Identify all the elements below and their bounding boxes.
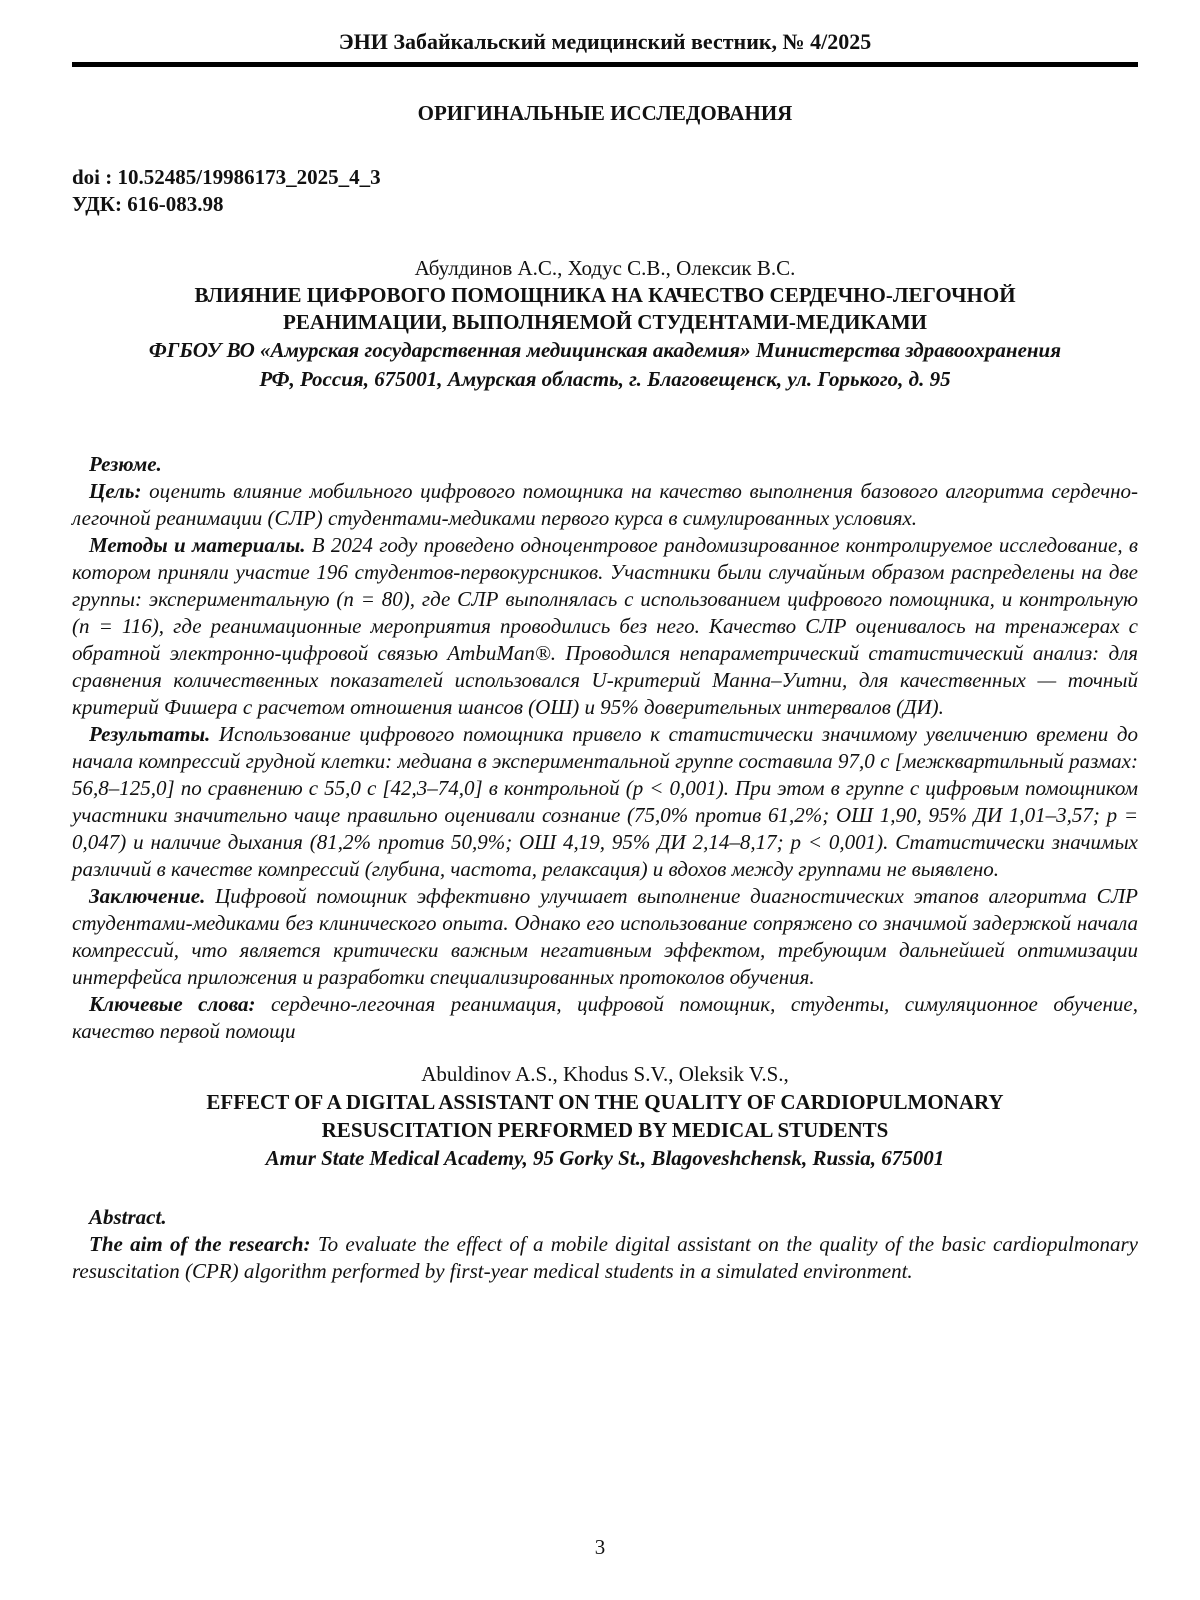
methods-paragraph [72, 532, 1138, 721]
affiliation-ru-line-1: ФГБОУ ВО «Амурская государственная медицинская академия» Министерства здравоохранения [148, 338, 1062, 362]
aim-text: оценить влияние мобильного цифрового помощника на качество выполнения базового алгоритма сердечно-легочной реанимации (СЛР) студентами-медиками первого курса в симулированных условиях. [72, 479, 1138, 530]
title-ru-line-2: РЕАНИМАЦИИ, ВЫПОЛНЯЕМОЙ СТУДЕНТАМИ-МЕДИКАМИ [283, 310, 927, 334]
abstract-ru [72, 451, 1138, 1045]
aim-paragraph [72, 478, 1138, 532]
abstract-en [72, 1204, 1138, 1285]
title-ru-line-1: ВЛИЯНИЕ ЦИФРОВОГО ПОМОЩНИКА НА КАЧЕСТВО СЕРДЕЧНО-ЛЕГОЧНОЙ [194, 283, 1016, 307]
affiliation-ru [72, 336, 1138, 394]
title-en-line-2: RESUSCITATION PERFORMED BY MEDICAL STUDENTS [321, 1118, 889, 1142]
article-title-en [72, 1088, 1138, 1144]
abstract-label: Abstract. [89, 1205, 167, 1229]
article-page [72, 0, 1138, 1285]
aim-en-text: To evaluate the effect of a mobile digital assistant on the quality of the basic cardiopulmonary resuscitation (CPR) algorithm performed by first-year medical students in a simulated environment. [72, 1232, 1138, 1283]
results-label: Результаты. [89, 722, 211, 746]
results-text: Использование цифрового помощника привело к статистически значимому увеличению времени до начала компрессий грудной клетки: медиана в экспериментальной группе составила 97,0 с [межквартильный размах: 56,8–125,0] по сравнению с 55,0 с [42,3–74,0] в контрольной (p < 0,001). При этом в группе с цифровым помощником участники значительно чаще правильно оценивали сознание (75,0% против 61,2%; ОШ 1,90, 95% ДИ 1,01–3,57; p = 0,047) и наличие дыхания (81,2% против 50,9%; ОШ 4,19, 95% ДИ 2,14–8,17; p < 0,001). Статистически значимых различий в качестве компрессий (глубина, частота, релаксация) и вдохов между группами не выявлено. [72, 722, 1138, 881]
aim-en-label: The aim of the research: [89, 1232, 311, 1256]
keywords-text: сердечно-легочная реанимация, цифровой помощник, студенты, симуляционное обучение, качество первой помощи [72, 992, 1138, 1043]
aim-en-paragraph [72, 1231, 1138, 1285]
header-divider [72, 62, 1138, 67]
methods-text: В 2024 году проведено одноцентровое рандомизированное контролируемое исследование, в котором приняли участие 196 студентов-первокурсников. Участники были случайным образом распределены на две группы: экспериментальную (n = 80), где СЛР выполнялась с использованием цифрового помощника, и контрольную (n = 116), где реанимационные мероприятия проводились без него. Качество СЛР оценивалось на тренажерах с обратной электронно-цифровой связью AmbuMan®. Проводился непараметрический статистический анализ: для сравнения количественных показателей использовался U-критерий Манна–Уитни, для качественных — точный критерий Фишера с расчетом отношения шансов (ОШ) и 95% доверительных интервалов (ДИ). [72, 533, 1138, 719]
english-block [72, 1061, 1138, 1172]
affiliation-ru-line-2: РФ, Россия, 675001, Амурская область, г. Благовещенск, ул. Горького, д. 95 [259, 367, 951, 391]
affiliation-en: Amur State Medical Academy, 95 Gorky St., Blagoveshchensk, Russia, 675001 [265, 1146, 945, 1170]
resume-heading [72, 451, 1138, 478]
conclusion-text: Цифровой помощник эффективно улучшает выполнение диагностических этапов алгоритма СЛР студентами-медиками без клинического опыта. Однако его использование сопряжено со значимой задержкой начала компрессий, что является критически важным негативным эффектом, требующим дальнейшей оптимизации интерфейса приложения и разработки специализированных протоколов обучения. [72, 884, 1138, 989]
results-paragraph [72, 721, 1138, 883]
article-identifiers [72, 164, 1138, 218]
journal-header: ЭНИ Забайкальский медицинский вестник, № 4/2025 [338, 29, 872, 54]
doi: doi : 10.52485/19986173_2025_4_3 [72, 165, 381, 189]
page-number: 3 [594, 1535, 606, 1559]
conclusion-label: Заключение. [89, 884, 206, 908]
udk: УДК: 616-083.98 [72, 192, 224, 216]
title-en-line-1: EFFECT OF A DIGITAL ASSISTANT ON THE QUALITY OF CARDIOPULMONARY [206, 1090, 1004, 1114]
abstract-heading [72, 1204, 1138, 1231]
section-title: ОРИГИНАЛЬНЫЕ ИССЛЕДОВАНИЯ [417, 101, 793, 125]
conclusion-paragraph [72, 883, 1138, 991]
article-title-ru [72, 282, 1138, 336]
methods-label: Методы и материалы. [89, 533, 306, 557]
keywords-label: Ключевые слова: [89, 992, 256, 1016]
aim-label: Цель: [89, 479, 142, 503]
authors-ru: Абулдинов А.С., Ходус С.В., Олексик В.С. [414, 256, 796, 280]
resume-label: Резюме. [89, 452, 162, 476]
authors-en: Abuldinov A.S., Khodus S.V., Oleksik V.S., [421, 1062, 789, 1086]
keywords-paragraph [72, 991, 1138, 1045]
